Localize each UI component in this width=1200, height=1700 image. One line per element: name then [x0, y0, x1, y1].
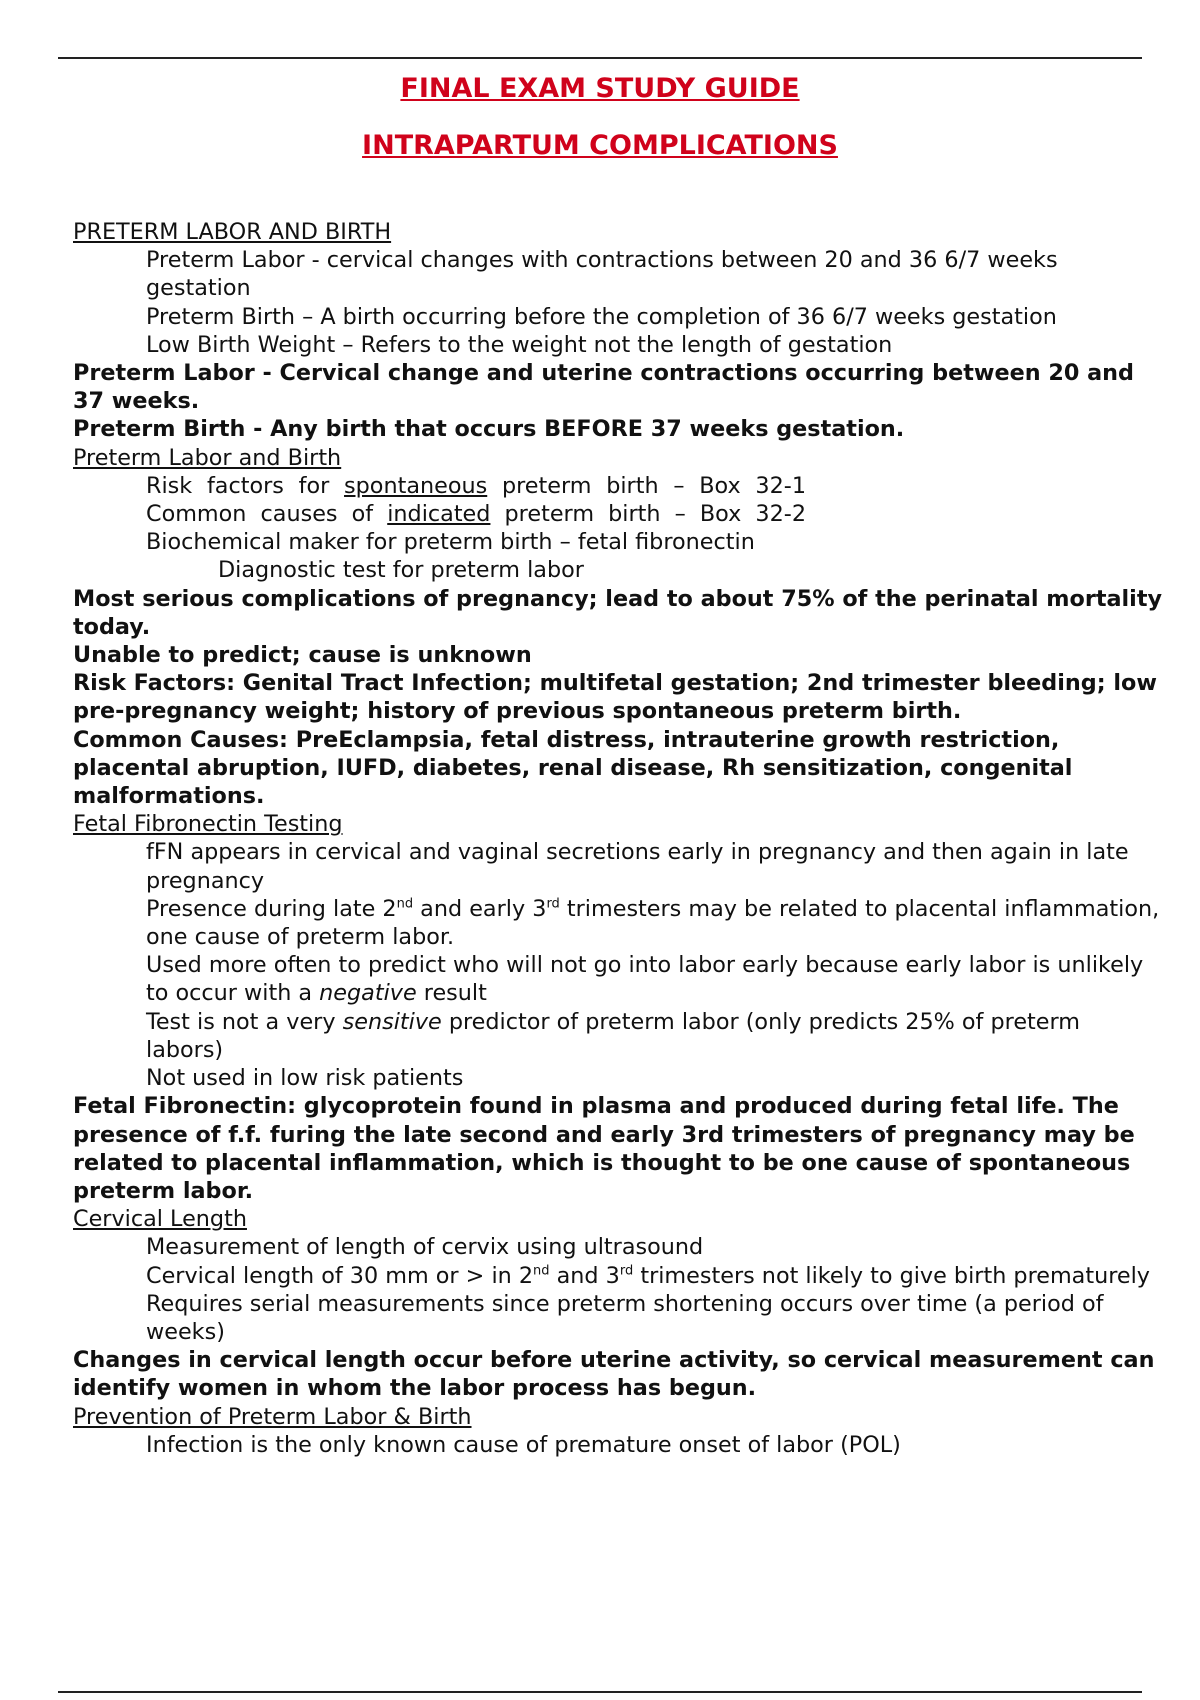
- section-heading: Prevention of Preterm Labor & Birth: [73, 1403, 472, 1430]
- body-line: Low Birth Weight – Refers to the weight not the length of gestation: [146, 331, 893, 358]
- bold-note: Common Causes: PreEclampsia, fetal distress, intrauterine growth restriction, placental abruption, IUFD, diabetes, renal disease, Rh sensitization, congenital malformations.: [73, 726, 1073, 810]
- bold-note: Most serious complications of pregnancy; lead to about 75% of the perinatal mortality today.: [73, 585, 1163, 640]
- body-line: Presence during late 2nd and early 3rd trimesters may be related to placental inflammation, one cause of preterm labor.: [146, 895, 1160, 951]
- bold-note: Unable to predict; cause is unknown: [73, 642, 532, 669]
- body-line: fFN appears in cervical and vaginal secretions early in pregnancy and then again in late pregnancy: [146, 839, 1129, 894]
- body-line: Infection is the only known cause of premature onset of labor (POL): [146, 1431, 901, 1458]
- document-body: [73, 218, 1163, 1459]
- bold-note: Changes in cervical length occur before uterine activity, so cervical measurement can identify women in whom the labor process has begun.: [73, 1347, 1155, 1402]
- body-line: Test is not a very sensitive predictor of preterm labor (only predicts 25% of preterm labors): [146, 1008, 1081, 1063]
- bottom-rule: [58, 1691, 1142, 1693]
- bold-note: Preterm Labor - Cervical change and uterine contractions occurring between 20 and 37 weeks.: [73, 360, 1135, 415]
- body-line: Requires serial measurements since preterm shortening occurs over time (a period of weeks): [146, 1290, 1104, 1345]
- body-line: Cervical length of 30 mm or > in 2nd and 3rd trimesters not likely to give birth prematurely: [146, 1262, 1151, 1289]
- page-subtitle: INTRAPARTUM COMPLICATIONS: [362, 130, 838, 161]
- section-heading: Cervical Length: [73, 1206, 247, 1233]
- bold-note: Fetal Fibronectin: glycoprotein found in plasma and produced during fetal life. The presence of f.f. furing the late second and early 3rd trimesters of pregnancy may be related to placental inflammation, which is thought to be one cause of spontaneous preterm labor.: [73, 1093, 1135, 1204]
- body-line: Preterm Labor - cervical changes with contractions between 20 and 36 6/7 weeks gestation: [146, 247, 1058, 302]
- body-line: Not used in low risk patients: [146, 1065, 464, 1092]
- bold-note: Risk Factors: Genital Tract Infection; multifetal gestation; 2nd trimester bleeding; low pre-pregnancy weight; history of previous spontaneous preterm birth.: [73, 670, 1157, 725]
- section-heading: PRETERM LABOR AND BIRTH: [73, 219, 392, 245]
- body-line: Preterm Birth – A birth occurring before the completion of 36 6/7 weeks gestation: [146, 303, 1057, 330]
- body-paragraph: Risk factors for spontaneous preterm birth – Box 32-1 Common causes of indicated preterm birth – Box 32-2 Biochemical maker for preterm birth – fetal fibronectin: [146, 472, 807, 556]
- body-line: Used more often to predict who will not go into labor early because early labor is unlikely to occur with a negative result: [146, 952, 1144, 1007]
- bold-note: Preterm Birth - Any birth that occurs BEFORE 37 weeks gestation.: [73, 416, 905, 443]
- body-line: Measurement of length of cervix using ultrasound: [146, 1234, 704, 1261]
- body-line: Diagnostic test for preterm labor: [218, 557, 584, 584]
- page-title: FINAL EXAM STUDY GUIDE: [400, 73, 800, 104]
- section-heading: Fetal Fibronectin Testing: [73, 811, 343, 838]
- top-rule: [58, 57, 1142, 59]
- section-heading: Preterm Labor and Birth: [73, 444, 342, 471]
